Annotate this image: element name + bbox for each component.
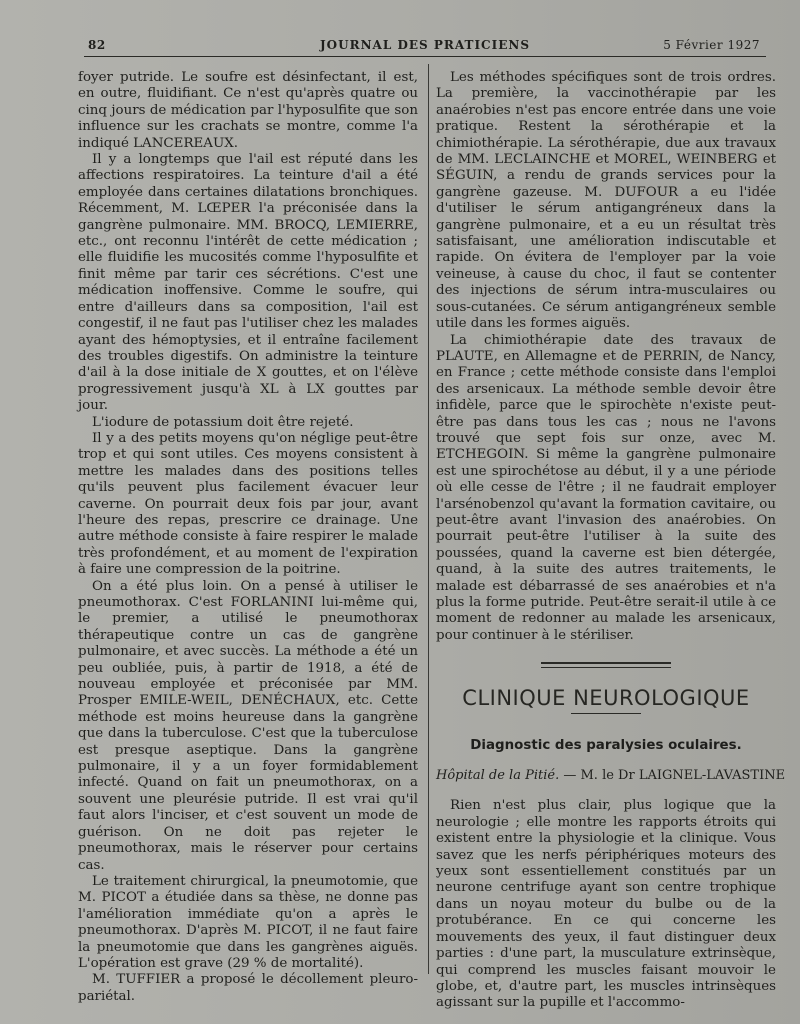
separator-thick-rule xyxy=(541,662,671,664)
paragraph: foyer putride. Le soufre est désinfectant, il est, en outre, fluidifiant. Ce n'est qu'après quatre ou cinq jours de médication par l'hyposulfite que son influence sur les crachats se montre, comme l'a indiqué LANCEREAUX. xyxy=(78,70,418,151)
page-number: 82 xyxy=(88,38,106,52)
issue-date: 5 Février 1927 xyxy=(663,38,760,52)
header-rule xyxy=(84,56,766,57)
author-name: — M. le Dr LAIGNEL-LAVASTINE xyxy=(563,768,786,784)
column-divider xyxy=(428,64,429,974)
separator-thin-rule xyxy=(541,667,671,668)
section-title-rule xyxy=(571,713,641,714)
journal-title: JOURNAL DES PRATICIENS xyxy=(320,38,530,52)
hospital-name: Hôpital de la Pitié. xyxy=(436,768,560,784)
section-separator xyxy=(436,662,776,668)
paragraph: Il y a longtemps que l'ail est réputé dans les affections respiratoires. La teinture d'ail a été employée dans certaines dilatations bronchiques. Récemment, M. LŒPER l'a préconisée dans la gangrène pulmonaire. MM. BROCQ, LEMIERRE, etc., ont reconnu l'intérêt de cette médication ; elle fluidifie les mucosités comme l'hyposulfite et finit même par tarir ces sécrétions. C'est une médication inoffensive. Comme le soufre, qui entre d'ailleurs dans sa composition, l'ail est congestif, il ne faut pas l'utiliser chez les malades ayant des hémoptysies, et il entraîne facilement des troubles digestifs. On administre la teinture d'ail à la dose initiale de X gouttes, et on l'élève progressivement jusqu'à XL à LX gouttes par jour. xyxy=(78,152,418,414)
left-column xyxy=(78,70,418,1005)
paragraph: L'iodure de potassium doit être rejeté. xyxy=(92,414,354,430)
spacer xyxy=(436,784,776,798)
paragraph: On a été plus loin. On a pensé à utiliser le pneumothorax. C'est FORLANINI lui-même qui, le premier, a utilisé le pneumothorax thérapeutique contre un cas de gangrène pulmonaire, et avec succès. La méthode a été un peu oubliée, puis, à partir de 1918, a été de nouveau employée et préconisée par MM. Prosper EMILE-WEIL, DENÉCHAUX, etc. Cette méthode est moins heureuse dans la gangrène que dans la tuberculose. C'est que la tuberculose est presque aseptique. Dans la gangrène pulmonaire, il y a un foyer formidablement infecté. Quand on fait un pneumothorax, on a souvent une pleurésie putride. Il est vrai qu'il faut alors l'inciser, et c'est souvent un mode de guérison. On ne doit pas rejeter le pneumothorax, mais le réserver pour certains cas. xyxy=(78,578,418,873)
paragraph: M. TUFFIER a proposé le décollement pleuro-pariétal. xyxy=(78,972,418,1004)
paragraph: Le traitement chirurgical, la pneumotomie, que M. PICOT a étudiée dans sa thèse, ne donne pas l'amélioration immédiate qu'on a après le pneumothorax. D'après M. PICOT, il ne faut faire la pneumotomie que dans les gangrènes aiguës. L'opération est grave (29 % de mortalité). xyxy=(78,873,418,971)
paragraph: Il y a des petits moyens qu'on néglige peut-être trop et qui sont utiles. Ces moyens consistent à mettre les malades dans des positions telles qu'ils peuvent plus facilement évacuer leur caverne. On pourrait deux fois par jour, avant l'heure des repas, prescrire ce drainage. Une autre méthode consiste à faire respirer le malade très profondément, et au moment de l'expiration à faire une compression de la poitrine. xyxy=(78,430,418,578)
section-title: CLINIQUE NEUROLOGIQUE xyxy=(462,686,750,711)
page-header xyxy=(84,34,766,54)
article-byline xyxy=(436,768,786,784)
article-body: Rien n'est plus clair, plus logique que la neurologie ; elle montre les rapports étroits qui existent entre la physiologie et la clinique. Vous savez que les nerfs périphériques moteurs des yeux sont essentiellement constitués par un neurone centrifuge ayant son centre trophique dans un noyau moteur du bulbe ou de la protubérance. En ce qui concerne les mouvements des yeux, il faut distinguer deux parties : d'une part, la musculature extrinsèque, qui comprend les muscles faisant mouvoir le globe, et, d'autre part, les muscles intrinsèques agissant sur la pupille et l'accommo- xyxy=(436,798,776,1011)
right-column xyxy=(436,70,786,1012)
paragraph: La chimiothérapie date des travaux de PLAUTE, en Allemagne et de PERRIN, de Nancy, en France ; cette méthode consiste dans l'emploi des arsenicaux. La méthode semble devoir être infidèle, parce que le spirochète n'existe peut-être pas dans tous les cas ; nous ne l'avons trouvé que sept fois sur onze, avec M. ETCHEGOIN. Si même la gangrène pulmonaire est une spirochétose au début, il y a une période où elle cesse de l'être ; il ne faudrait employer l'arsénobenzol qu'avant la formation cavitaire, ou peut-être avant l'invasion des anaérobies. On pourrait peut-être l'utiliser à la suite des poussées, quand la caverne est bien détergée, quand, à la suite des autres traitements, le malade est débarrassé de ses anaérobies et n'a plus la forme putride. Peut-être serait-il utile à ce moment de redonner au malade les arsenicaux, pour continuer à le stériliser. xyxy=(436,332,776,643)
paragraph: Les méthodes spécifiques sont de trois ordres. La première, la vaccinothérapie par les anaérobies n'est pas encore entrée dans une voie pratique. Restent la sérothérapie et la chimiothérapie. La sérothérapie, due aux travaux de MM. LECLAINCHE et MOREL, WEINBERG et SÉGUIN, a rendu de grands services pour la gangrène gazeuse. M. DUFOUR a eu l'idée d'utiliser le sérum antigangréneux dans la gangrène pulmonaire, et a eu un résultat très satisfaisant, une amélioration indiscutable et rapide. On évitera de l'employer par la voie veineuse, à cause du choc, il faut se contenter des injections de sérum intra-musculaires ou sous-cutanées. Ce sérum antigangréneux semble utile dans les formes aiguës. xyxy=(436,70,776,332)
article-title: Diagnostic des paralysies oculaires. xyxy=(470,737,742,753)
